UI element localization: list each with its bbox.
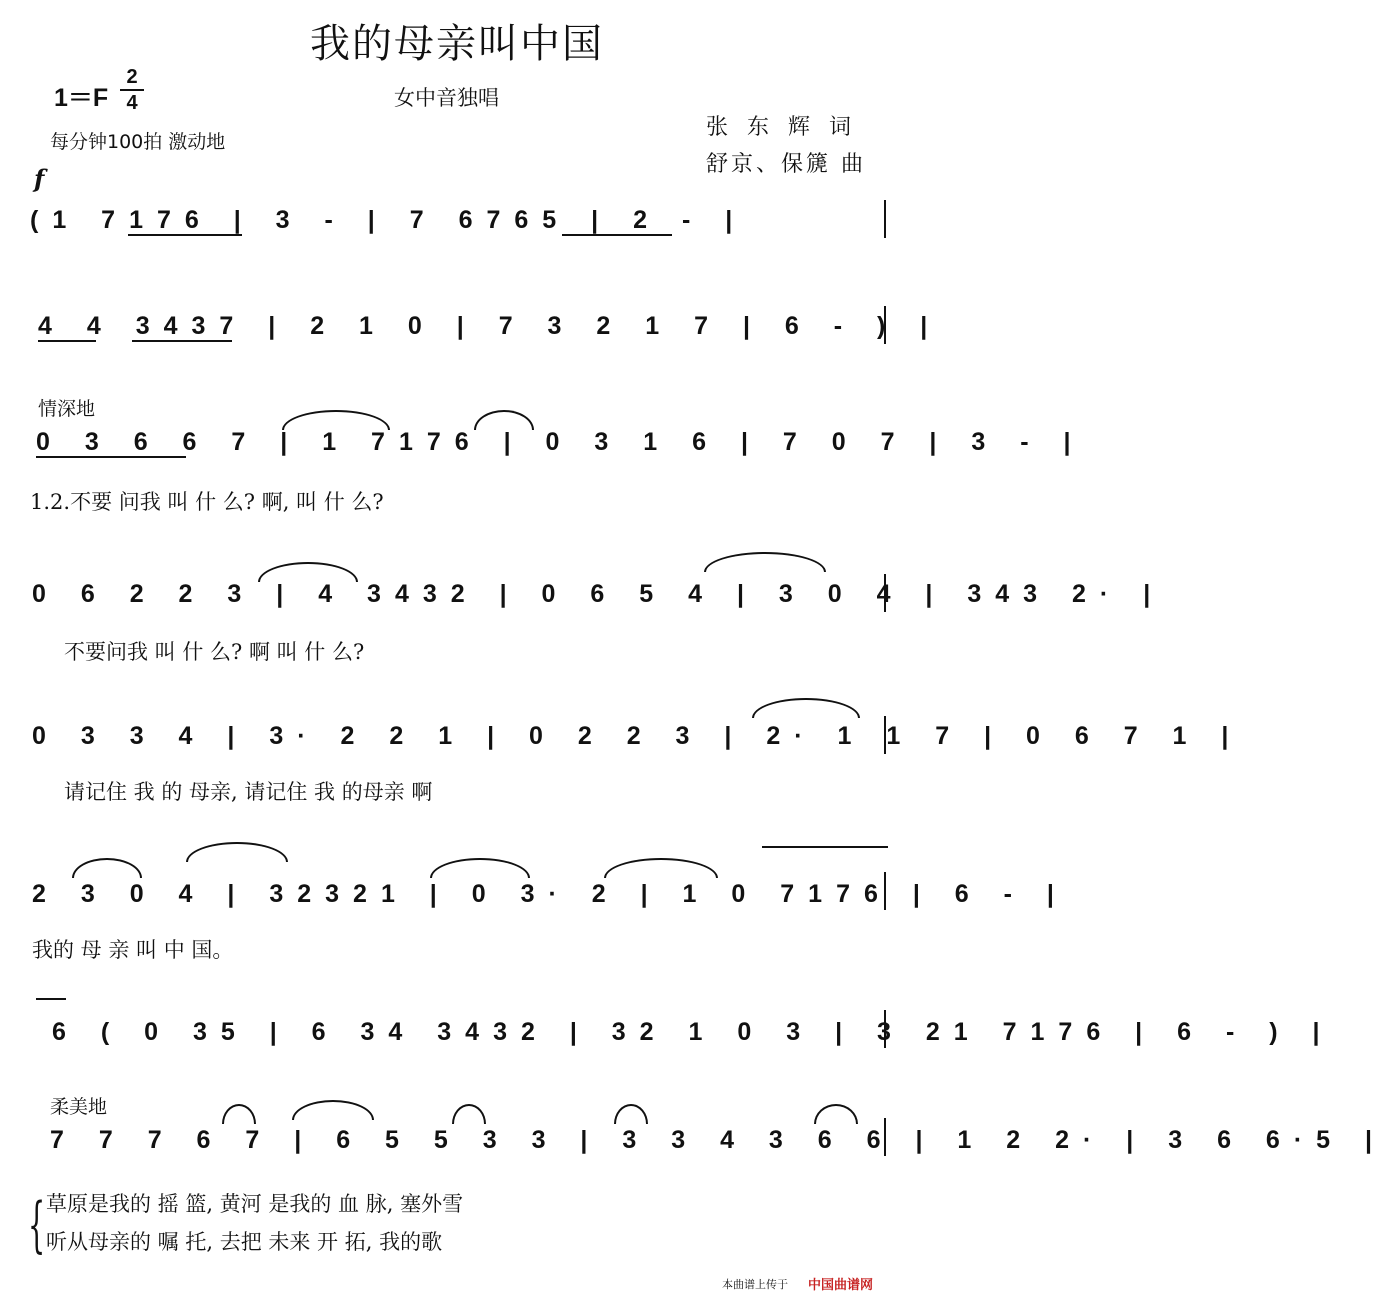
time-signature-bottom: 4 xyxy=(126,92,138,114)
time-signature-line xyxy=(120,89,144,91)
song-title: 我的母亲叫中国 xyxy=(310,21,604,67)
final-barline xyxy=(884,306,886,344)
time-signature-top: 2 xyxy=(126,66,138,88)
tie-line xyxy=(36,998,66,1000)
final-barline xyxy=(884,200,886,238)
final-barline xyxy=(884,1010,886,1048)
expression-marking: 情深地 xyxy=(38,398,96,420)
tempo-marking: 每分钟100拍 激动地 xyxy=(50,131,226,153)
notation-line-1: (1 7176 | 3 - | 7 6765 | 2 - | xyxy=(30,206,747,234)
underline xyxy=(36,456,186,458)
site-logo[interactable]: 中国曲谱网 xyxy=(808,1278,874,1293)
slur xyxy=(72,858,142,878)
lyrics-line-3: 1.2.不要 问我 叫 什 么? 啊, 叫 什 么? xyxy=(30,490,384,514)
lyricist-credit: 张 东 辉 词 xyxy=(706,115,857,140)
underline xyxy=(128,234,242,236)
slur xyxy=(752,698,860,718)
slur xyxy=(430,858,530,878)
slur xyxy=(222,1104,256,1124)
lyrics-line-5: 请记住 我 的 母亲, 请记住 我 的母亲 啊 xyxy=(64,780,433,804)
notation-line-2: 4 4 3437 | 2 1 0 | 7 3 2 1 7 | 6 - ) | xyxy=(38,312,942,340)
slur xyxy=(814,1104,858,1124)
barline xyxy=(884,1118,886,1156)
slur xyxy=(452,1104,486,1124)
composer-credit: 舒京、保篪 曲 xyxy=(706,152,866,177)
slur xyxy=(614,1104,648,1124)
key-signature: 1＝F xyxy=(54,84,109,112)
underline xyxy=(562,234,672,236)
notation-line-6: 2 3 0 4 | 32321 | 0 3· 2 | 1 0 7176 | 6 - | xyxy=(32,880,1068,908)
notation-line-5: 0 3 3 4 | 3· 2 2 1 | 0 2 2 3 | 2· 1 1 7 | 0 6 7 1 | xyxy=(32,722,1243,750)
slur xyxy=(292,1100,374,1120)
barline xyxy=(884,716,886,754)
upload-note: 本曲谱上传于 xyxy=(722,1278,788,1291)
dynamic-marking: f xyxy=(34,164,45,193)
verse-brace: { xyxy=(28,1190,46,1260)
tie-line xyxy=(762,846,888,848)
lyrics-line-8-verse-2: 听从母亲的 嘱 托, 去把 未来 开 拓, 我的歌 xyxy=(46,1230,443,1254)
barline xyxy=(884,872,886,910)
underline xyxy=(38,340,96,342)
triplet-slur xyxy=(186,842,288,862)
performance-type: 女中音独唱 xyxy=(394,86,499,110)
lyrics-line-4: 不要问我 叫 什 么? 啊 叫 什 么? xyxy=(64,640,365,664)
notation-line-7: 6 ( 0 35 | 6 34 3432 | 32 1 0 3 | 3 21 7176 | 6 - ) | xyxy=(52,1018,1334,1046)
time-signature xyxy=(120,66,144,114)
lyrics-line-8-verse-1: 草原是我的 摇 篮, 黄河 是我的 血 脉, 塞外雪 xyxy=(46,1192,464,1216)
notation-line-3: 0 3 6 6 7 | 1 7176 | 0 3 1 6 | 7 0 7 | 3 - | xyxy=(36,428,1085,456)
slur xyxy=(604,858,718,878)
triplet-slur xyxy=(282,410,390,430)
expression-marking: 柔美地 xyxy=(50,1096,108,1118)
barline xyxy=(884,574,886,612)
triplet-slur xyxy=(258,562,358,582)
notation-line-4: 0 6 2 2 3 | 4 3432 | 0 6 5 4 | 3 0 4 | 343 2· | xyxy=(32,580,1165,608)
slur xyxy=(704,552,826,572)
underline xyxy=(132,340,232,342)
notation-line-8: 7 7 7 6 7 | 6 5 5 3 3 | 3 3 4 3 6 6 | 1 2 2· | 3 6 6·5 | xyxy=(50,1126,1386,1154)
lyrics-line-6: 我的 母 亲 叫 中 国。 xyxy=(32,938,234,962)
slur xyxy=(474,410,534,430)
